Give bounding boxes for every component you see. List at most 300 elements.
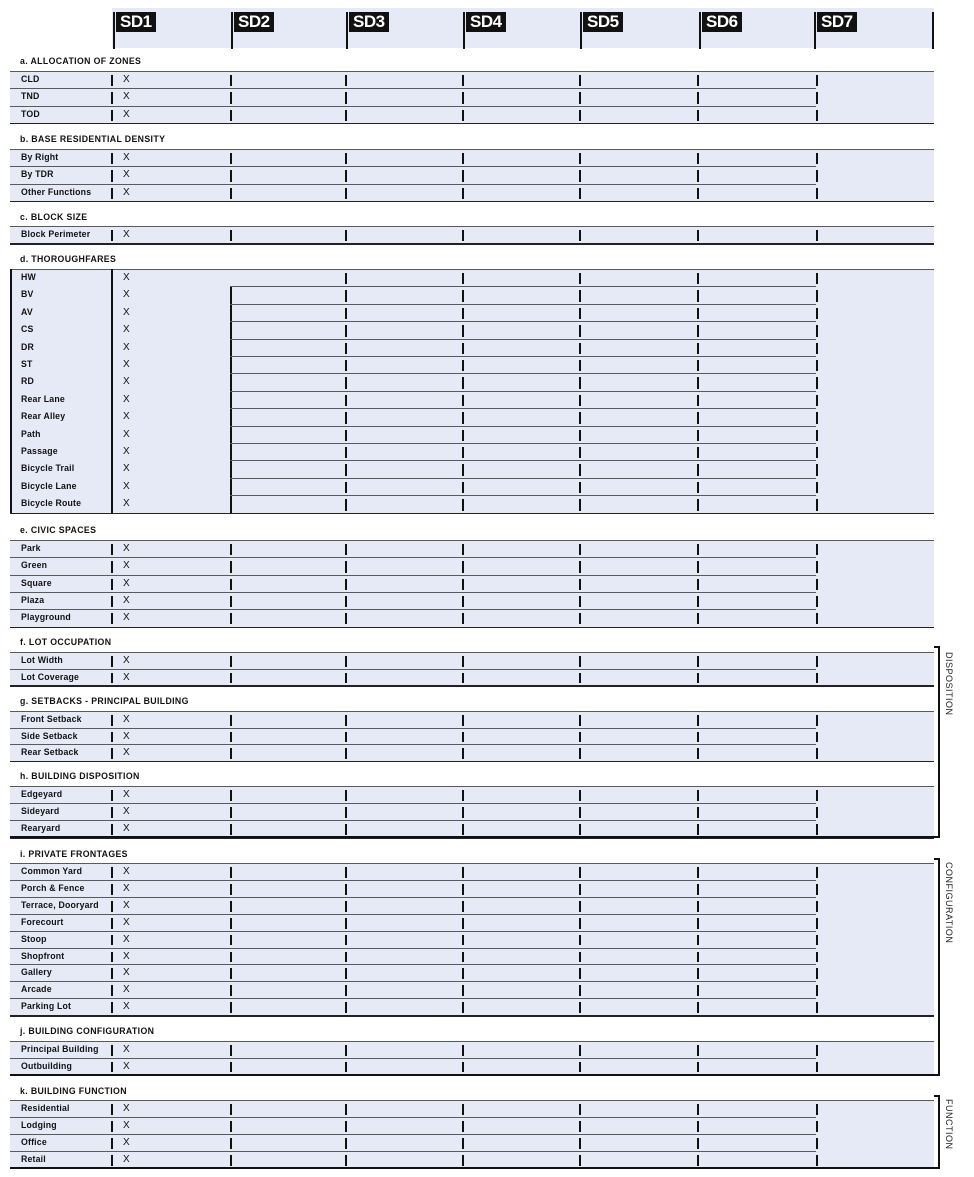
column-tick bbox=[345, 596, 347, 607]
column-tick bbox=[345, 673, 347, 684]
column-tick bbox=[579, 732, 581, 743]
column-tick bbox=[345, 824, 347, 835]
row-separator bbox=[10, 106, 110, 107]
row-separator bbox=[10, 948, 110, 949]
column-tick bbox=[579, 273, 581, 284]
column-tick bbox=[816, 110, 818, 121]
column-tick bbox=[579, 170, 581, 181]
sd1-cell-mark: X bbox=[123, 1136, 130, 1148]
section-top-rule bbox=[10, 149, 934, 150]
column-header-sd5: SD5 bbox=[583, 12, 623, 32]
column-header-rule bbox=[346, 12, 348, 49]
column-tick bbox=[345, 153, 347, 164]
row-label: Residential bbox=[21, 1103, 70, 1114]
column-tick bbox=[697, 918, 699, 929]
column-tick bbox=[111, 75, 113, 86]
column-tick bbox=[579, 188, 581, 199]
column-tick bbox=[230, 935, 232, 946]
column-tick bbox=[816, 824, 818, 835]
column-tick bbox=[697, 75, 699, 86]
row-separator bbox=[10, 1151, 816, 1152]
sd1-cell-mark: X bbox=[123, 463, 130, 475]
row-separator bbox=[10, 184, 110, 185]
column-tick bbox=[462, 499, 464, 510]
row-label: TND bbox=[21, 91, 40, 103]
row-separator bbox=[230, 460, 816, 461]
column-tick bbox=[230, 901, 232, 912]
row-separator bbox=[10, 1117, 110, 1118]
column-tick bbox=[579, 1002, 581, 1013]
column-tick bbox=[579, 918, 581, 929]
row-label: Parking Lot bbox=[21, 1001, 72, 1013]
column-tick bbox=[345, 732, 347, 743]
column-tick bbox=[345, 918, 347, 929]
column-tick bbox=[345, 482, 347, 493]
column-tick bbox=[462, 985, 464, 996]
row-separator bbox=[10, 184, 816, 185]
row-label: Bicycle Lane bbox=[21, 480, 77, 492]
section-bottom-rule bbox=[10, 243, 934, 245]
row-separator bbox=[10, 998, 110, 999]
column-tick bbox=[816, 985, 818, 996]
column-tick bbox=[345, 412, 347, 423]
column-tick bbox=[345, 75, 347, 86]
row-separator bbox=[10, 728, 110, 729]
column-tick bbox=[579, 1062, 581, 1073]
thoroughfare-sd1-rule bbox=[111, 269, 113, 513]
row-label: Gallery bbox=[21, 967, 52, 979]
column-tick bbox=[579, 430, 581, 441]
row-separator bbox=[10, 1151, 110, 1152]
section-top-rule bbox=[10, 863, 934, 864]
column-tick bbox=[697, 968, 699, 979]
column-tick bbox=[816, 273, 818, 284]
column-tick bbox=[111, 230, 113, 241]
column-tick bbox=[697, 464, 699, 475]
column-tick bbox=[697, 596, 699, 607]
column-tick bbox=[462, 153, 464, 164]
row-separator bbox=[10, 981, 110, 982]
column-tick bbox=[462, 290, 464, 301]
column-tick bbox=[462, 360, 464, 371]
header-end-rule bbox=[932, 12, 934, 49]
row-label: Sideyard bbox=[21, 806, 60, 817]
row-separator bbox=[10, 88, 110, 89]
column-tick bbox=[345, 748, 347, 759]
sd1-cell-mark: X bbox=[123, 289, 130, 301]
column-tick bbox=[816, 673, 818, 684]
row-separator bbox=[10, 914, 816, 915]
column-tick bbox=[230, 1138, 232, 1149]
column-tick bbox=[462, 1155, 464, 1166]
section-row-band bbox=[10, 786, 934, 837]
row-separator bbox=[10, 1134, 816, 1135]
column-tick bbox=[345, 790, 347, 801]
section-bottom-rule bbox=[10, 685, 934, 687]
column-tick bbox=[697, 1002, 699, 1013]
column-tick bbox=[697, 561, 699, 572]
section-title: d. THOROUGHFARES bbox=[20, 254, 117, 265]
sd1-cell-mark: X bbox=[123, 882, 130, 894]
column-tick bbox=[111, 110, 113, 121]
column-tick bbox=[697, 824, 699, 835]
row-label: By TDR bbox=[21, 169, 54, 181]
section-row-band bbox=[10, 711, 934, 761]
column-tick bbox=[579, 673, 581, 684]
column-tick bbox=[579, 482, 581, 493]
column-tick bbox=[462, 308, 464, 319]
section-row-band bbox=[10, 863, 934, 1015]
sd1-cell-mark: X bbox=[123, 169, 130, 181]
column-tick bbox=[697, 935, 699, 946]
column-header-sd3: SD3 bbox=[349, 12, 389, 32]
sd1-cell-mark: X bbox=[123, 1153, 130, 1165]
column-tick bbox=[579, 867, 581, 878]
row-separator bbox=[10, 166, 110, 167]
column-tick bbox=[816, 901, 818, 912]
column-tick bbox=[345, 884, 347, 895]
column-tick bbox=[345, 807, 347, 818]
row-label: ST bbox=[21, 359, 33, 370]
column-tick bbox=[462, 884, 464, 895]
column-tick bbox=[462, 92, 464, 103]
thoroughfare-left-rule bbox=[10, 269, 12, 513]
sd1-cell-mark: X bbox=[123, 560, 130, 572]
column-tick bbox=[345, 360, 347, 371]
row-separator bbox=[10, 931, 816, 932]
sd1-cell-mark: X bbox=[123, 933, 130, 945]
column-header-rule bbox=[231, 12, 233, 49]
row-separator bbox=[10, 557, 816, 558]
column-tick bbox=[462, 1104, 464, 1115]
column-tick bbox=[697, 807, 699, 818]
column-tick bbox=[462, 824, 464, 835]
column-tick bbox=[230, 1002, 232, 1013]
column-tick bbox=[697, 343, 699, 354]
sd1-cell-mark: X bbox=[123, 543, 130, 554]
section-row-band bbox=[10, 149, 934, 201]
column-tick bbox=[230, 732, 232, 743]
section-top-rule bbox=[10, 540, 934, 541]
sd1-cell-mark: X bbox=[123, 967, 130, 979]
row-separator bbox=[230, 373, 816, 374]
column-tick bbox=[579, 325, 581, 336]
column-tick bbox=[697, 673, 699, 684]
sd1-cell-mark: X bbox=[123, 984, 130, 996]
column-tick bbox=[345, 867, 347, 878]
row-separator bbox=[10, 728, 816, 729]
column-header-sd7: SD7 bbox=[817, 12, 857, 32]
column-tick bbox=[345, 1155, 347, 1166]
section-top-rule bbox=[10, 786, 934, 787]
sd1-cell-mark: X bbox=[123, 446, 130, 457]
column-tick bbox=[230, 596, 232, 607]
column-tick bbox=[111, 92, 113, 103]
column-tick bbox=[816, 544, 818, 555]
row-separator bbox=[10, 914, 110, 915]
column-tick bbox=[697, 290, 699, 301]
row-separator bbox=[230, 321, 816, 322]
column-tick bbox=[111, 656, 113, 667]
column-tick bbox=[111, 867, 113, 878]
column-tick bbox=[462, 1138, 464, 1149]
column-tick bbox=[816, 1104, 818, 1115]
column-tick bbox=[230, 715, 232, 726]
row-label: Porch & Fence bbox=[21, 882, 85, 894]
side-label-function: FUNCTION bbox=[944, 1099, 954, 1150]
column-tick bbox=[462, 918, 464, 929]
section-top-rule bbox=[10, 269, 934, 270]
row-separator bbox=[10, 88, 816, 89]
column-tick bbox=[816, 561, 818, 572]
section-title: i. PRIVATE FRONTAGES bbox=[20, 849, 128, 860]
column-tick bbox=[697, 1121, 699, 1132]
column-tick bbox=[345, 1121, 347, 1132]
column-tick bbox=[111, 153, 113, 164]
row-label: RD bbox=[21, 376, 34, 388]
column-tick bbox=[816, 377, 818, 388]
column-tick bbox=[579, 613, 581, 624]
column-tick bbox=[579, 790, 581, 801]
section-top-rule bbox=[10, 226, 934, 227]
column-tick bbox=[230, 110, 232, 121]
column-tick bbox=[816, 395, 818, 406]
column-tick bbox=[345, 1045, 347, 1056]
sd1-cell-mark: X bbox=[123, 1060, 130, 1072]
row-separator bbox=[10, 803, 110, 804]
column-tick bbox=[111, 1045, 113, 1056]
row-separator bbox=[10, 897, 110, 898]
row-separator bbox=[230, 426, 816, 427]
row-label: Lot Coverage bbox=[21, 671, 80, 683]
column-tick bbox=[579, 544, 581, 555]
column-tick bbox=[345, 343, 347, 354]
column-tick bbox=[579, 308, 581, 319]
column-tick bbox=[462, 968, 464, 979]
column-tick bbox=[230, 613, 232, 624]
row-label: Lot Width bbox=[21, 655, 63, 666]
column-tick bbox=[345, 968, 347, 979]
column-tick bbox=[462, 75, 464, 86]
column-tick bbox=[579, 447, 581, 458]
section-title: f. LOT OCCUPATION bbox=[20, 637, 112, 648]
column-tick bbox=[579, 290, 581, 301]
row-separator bbox=[10, 592, 110, 593]
row-separator bbox=[10, 1058, 110, 1059]
section-bottom-rule bbox=[10, 1015, 934, 1017]
column-tick bbox=[579, 377, 581, 388]
column-tick bbox=[230, 968, 232, 979]
column-header-sd2: SD2 bbox=[234, 12, 274, 32]
column-tick bbox=[816, 579, 818, 590]
column-tick bbox=[697, 447, 699, 458]
row-label: Retail bbox=[21, 1153, 46, 1165]
column-header-rule bbox=[113, 12, 115, 49]
section-bottom-rule bbox=[10, 761, 934, 763]
column-tick bbox=[111, 968, 113, 979]
row-label: Green bbox=[21, 560, 48, 572]
column-tick bbox=[462, 1062, 464, 1073]
row-label: Path bbox=[21, 428, 41, 440]
column-tick bbox=[816, 343, 818, 354]
column-tick bbox=[579, 985, 581, 996]
column-tick bbox=[111, 748, 113, 759]
column-tick bbox=[462, 613, 464, 624]
sd1-cell-mark: X bbox=[123, 594, 130, 606]
column-tick bbox=[816, 447, 818, 458]
column-tick bbox=[345, 308, 347, 319]
column-tick bbox=[462, 110, 464, 121]
sd1-cell-mark: X bbox=[123, 577, 130, 589]
row-label: Block Perimeter bbox=[21, 229, 91, 240]
sd1-cell-mark: X bbox=[123, 714, 130, 725]
column-tick bbox=[345, 170, 347, 181]
column-tick bbox=[345, 935, 347, 946]
column-tick bbox=[462, 230, 464, 241]
column-tick bbox=[462, 656, 464, 667]
column-tick bbox=[697, 499, 699, 510]
column-tick bbox=[816, 153, 818, 164]
column-tick bbox=[345, 1104, 347, 1115]
column-tick bbox=[345, 579, 347, 590]
column-header-rule bbox=[814, 12, 816, 49]
column-tick bbox=[816, 918, 818, 929]
row-separator bbox=[10, 964, 110, 965]
column-tick bbox=[230, 748, 232, 759]
sd1-cell-mark: X bbox=[123, 411, 130, 423]
column-header-rule bbox=[699, 12, 701, 49]
column-tick bbox=[462, 867, 464, 878]
row-label: Forecourt bbox=[21, 916, 64, 928]
column-tick bbox=[462, 395, 464, 406]
column-tick bbox=[345, 110, 347, 121]
column-tick bbox=[697, 482, 699, 493]
column-tick bbox=[230, 1062, 232, 1073]
row-separator bbox=[10, 669, 816, 670]
row-label: Stoop bbox=[21, 933, 47, 945]
sd1-cell-mark: X bbox=[123, 899, 130, 911]
column-tick bbox=[345, 1062, 347, 1073]
disposition-bracket bbox=[938, 646, 940, 836]
column-tick bbox=[816, 884, 818, 895]
column-tick bbox=[345, 715, 347, 726]
column-tick bbox=[345, 290, 347, 301]
configuration-bracket-top bbox=[934, 858, 939, 860]
row-label: Shopfront bbox=[21, 950, 65, 962]
column-tick bbox=[230, 807, 232, 818]
sd1-cell-mark: X bbox=[123, 806, 130, 817]
column-tick bbox=[697, 952, 699, 963]
column-tick bbox=[816, 1155, 818, 1166]
row-separator bbox=[10, 744, 816, 745]
row-separator bbox=[10, 1117, 816, 1118]
column-tick bbox=[462, 1121, 464, 1132]
column-tick bbox=[111, 790, 113, 801]
section-top-rule bbox=[10, 1041, 934, 1042]
column-tick bbox=[345, 447, 347, 458]
column-tick bbox=[816, 1002, 818, 1013]
sd1-cell-mark: X bbox=[123, 655, 130, 666]
column-tick bbox=[230, 153, 232, 164]
column-tick bbox=[697, 325, 699, 336]
column-tick bbox=[579, 395, 581, 406]
sd1-cell-mark: X bbox=[123, 306, 130, 318]
column-tick bbox=[816, 968, 818, 979]
column-tick bbox=[345, 544, 347, 555]
row-separator bbox=[10, 669, 110, 670]
column-tick bbox=[697, 656, 699, 667]
sd1-cell-mark: X bbox=[123, 950, 130, 962]
column-tick bbox=[579, 230, 581, 241]
section-top-rule bbox=[10, 652, 934, 653]
row-label: Other Functions bbox=[21, 186, 92, 198]
column-tick bbox=[579, 1155, 581, 1166]
row-label: Lodging bbox=[21, 1119, 57, 1131]
function-bracket bbox=[938, 1095, 940, 1168]
column-tick bbox=[462, 732, 464, 743]
column-tick bbox=[111, 188, 113, 199]
sd1-cell-mark: X bbox=[123, 74, 130, 85]
section-top-rule bbox=[10, 711, 934, 712]
row-label: Outbuilding bbox=[21, 1060, 73, 1072]
column-tick bbox=[816, 656, 818, 667]
column-tick bbox=[230, 188, 232, 199]
column-tick bbox=[697, 579, 699, 590]
row-separator bbox=[10, 744, 110, 745]
column-tick bbox=[462, 447, 464, 458]
section-row-band bbox=[10, 226, 934, 243]
row-separator bbox=[10, 897, 816, 898]
column-tick bbox=[816, 464, 818, 475]
section-bottom-rule bbox=[10, 201, 934, 203]
column-tick bbox=[345, 230, 347, 241]
column-tick bbox=[462, 935, 464, 946]
section-title: j. BUILDING CONFIGURATION bbox=[20, 1026, 155, 1037]
sd1-cell-mark: X bbox=[123, 359, 130, 370]
column-header-sd1: SD1 bbox=[116, 12, 156, 32]
column-tick bbox=[345, 985, 347, 996]
column-tick bbox=[697, 230, 699, 241]
column-tick bbox=[111, 732, 113, 743]
row-label: Office bbox=[21, 1136, 47, 1148]
column-tick bbox=[816, 613, 818, 624]
column-tick bbox=[816, 360, 818, 371]
sd1-cell-mark: X bbox=[123, 376, 130, 388]
row-separator bbox=[10, 820, 816, 821]
column-tick bbox=[462, 430, 464, 441]
section-title: b. BASE RESIDENTIAL DENSITY bbox=[20, 134, 166, 145]
column-tick bbox=[816, 290, 818, 301]
column-tick bbox=[579, 715, 581, 726]
row-label: BV bbox=[21, 289, 34, 301]
sd1-cell-mark: X bbox=[123, 393, 130, 405]
column-tick bbox=[111, 935, 113, 946]
column-tick bbox=[111, 901, 113, 912]
side-label-disposition: DISPOSITION bbox=[944, 652, 954, 716]
column-tick bbox=[816, 807, 818, 818]
column-tick bbox=[697, 395, 699, 406]
sd1-cell-mark: X bbox=[123, 1001, 130, 1013]
column-tick bbox=[697, 188, 699, 199]
sd1-cell-mark: X bbox=[123, 789, 130, 800]
row-label: Park bbox=[21, 543, 41, 554]
column-tick bbox=[111, 613, 113, 624]
column-tick bbox=[345, 273, 347, 284]
column-tick bbox=[230, 1045, 232, 1056]
column-tick bbox=[462, 1002, 464, 1013]
sd1-cell-mark: X bbox=[123, 272, 130, 283]
row-separator bbox=[10, 880, 110, 881]
